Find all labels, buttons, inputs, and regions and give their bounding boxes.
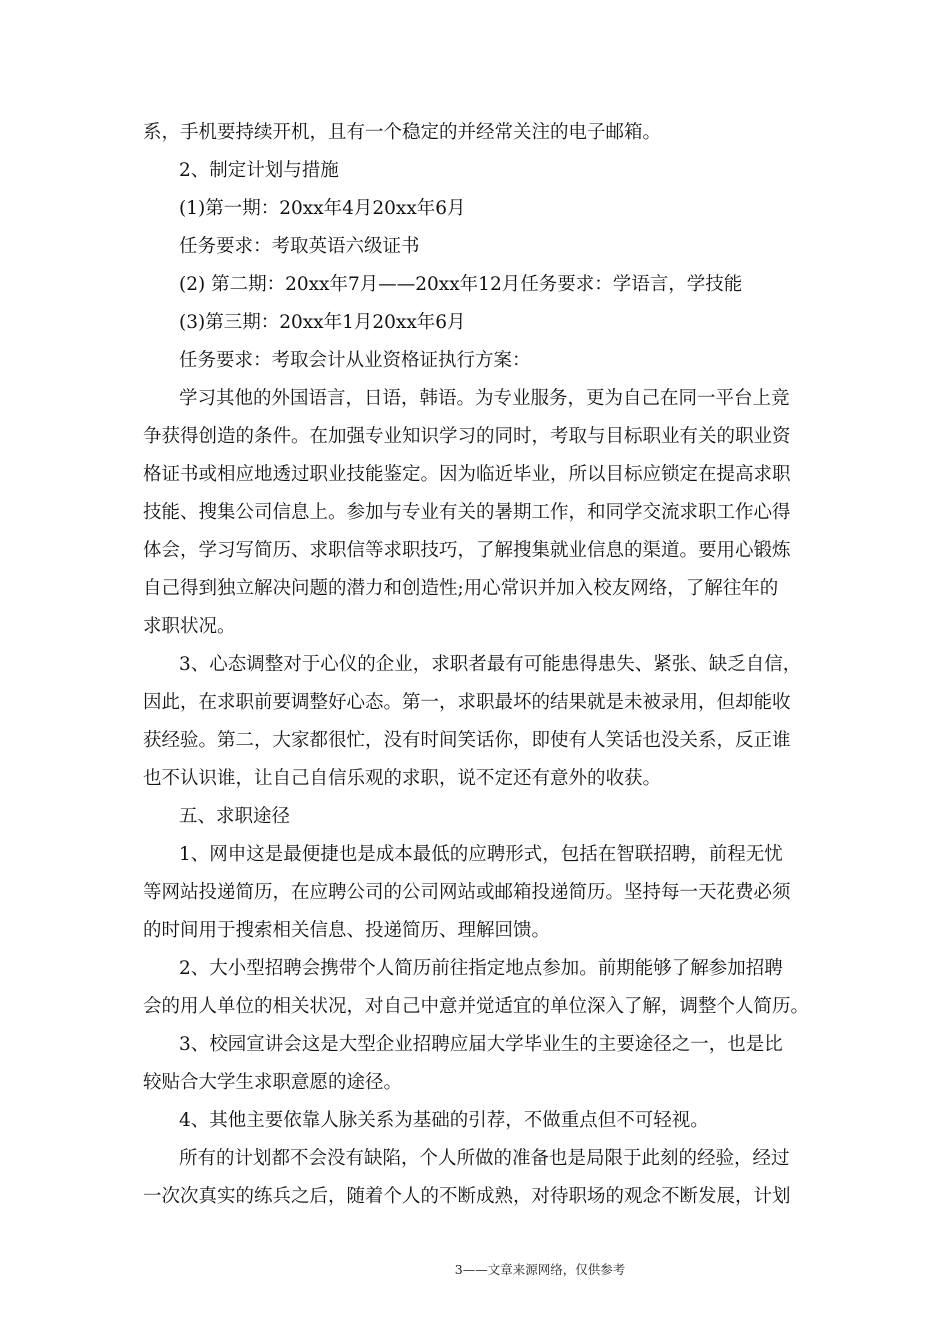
text-line-21: 等网站投递简历，在应聘公司的公司网站或邮箱投递简历。坚持每一天花费必须 bbox=[143, 882, 791, 903]
text-line-26: 较贴合大学生求职意愿的途径。 bbox=[143, 1072, 403, 1093]
text-line-18: 也不认识谁，让自己自信乐观的求职，说不定还有意外的收获。 bbox=[143, 768, 662, 789]
page-footer: 3——文章来源网络，仅供参考 bbox=[454, 1262, 626, 1277]
text-line-8: 学习其他的外国语言，日语，韩语。为专业服务，更为自己在同一平台上竞 bbox=[179, 388, 790, 409]
text-line-23: 2、大小型招聘会携带个人简历前往指定地点参加。前期能够了解参加招聘 bbox=[179, 958, 783, 979]
text-line-10: 格证书或相应地透过职业技能鉴定。因为临近毕业，所以目标应锁定在提高求职 bbox=[143, 464, 791, 485]
text-line-22: 的时间用于搜索相关信息、投递简历、理解回馈。 bbox=[143, 920, 551, 941]
text-line-29: 一次次真实的练兵之后，随着个人的不断成熟，对待职场的观念不断发展，计划 bbox=[143, 1186, 791, 1207]
text-line-12: 体会，学习写简历、求职信等求职技巧，了解搜集就业信息的渠道。要用心锻炼 bbox=[143, 540, 791, 561]
text-line-3: (1)第一期：20xx年4月20xx年6月 bbox=[179, 198, 466, 219]
text-line-7: 任务要求：考取会计从业资格证执行方案： bbox=[179, 350, 531, 371]
body-text bbox=[143, 114, 833, 1216]
text-line-9: 争获得创造的条件。在加强专业知识学习的同时，考取与目标职业有关的职业资 bbox=[143, 426, 791, 447]
text-line-1: 系，手机要持续开机，且有一个稳定的并经常关注的电子邮箱。 bbox=[143, 122, 662, 143]
text-line-28: 所有的计划都不会没有缺陷，个人所做的准备也是局限于此刻的经验，经过 bbox=[179, 1148, 790, 1169]
text-line-13: 自己得到独立解决问题的潜力和创造性;用心常识并加入校友网络，了解往年的 bbox=[143, 578, 779, 599]
text-line-4: 任务要求：考取英语六级证书 bbox=[179, 236, 420, 257]
text-line-25: 3、校园宣讲会这是大型企业招聘应届大学毕业生的主要途径之一，也是比 bbox=[179, 1034, 783, 1055]
text-line-11: 技能、搜集公司信息上。参加与专业有关的暑期工作，和同学交流求职工作心得 bbox=[143, 502, 791, 523]
section-heading: 五、求职途径 bbox=[179, 806, 291, 827]
text-line-16: 因此，在求职前要调整好心态。第一，求职最坏的结果就是未被录用，但却能收 bbox=[143, 692, 791, 713]
text-line-2: 2、制定计划与措施 bbox=[179, 160, 339, 181]
text-line-5: (2) 第二期：20xx年7月——20xx年12月任务要求：学语言，学技能 bbox=[179, 274, 743, 295]
text-line-20: 1、网申这是最便捷也是成本最低的应聘形式，包括在智联招聘，前程无忧 bbox=[179, 844, 783, 865]
text-line-17: 获经验。第二，大家都很忙，没有时间笑话你，即使有人笑话也没关系，反正谁 bbox=[143, 730, 791, 751]
text-line-6: (3)第三期：20xx年1月20xx年6月 bbox=[179, 312, 466, 333]
text-line-24: 会的用人单位的相关状况，对自己中意并觉适宜的单位深入了解，调整个人简历。 bbox=[143, 996, 810, 1017]
text-line-27: 4、其他主要依靠人脉关系为基础的引荐，不做重点但不可轻视。 bbox=[179, 1110, 709, 1131]
text-line-14: 求职状况。 bbox=[143, 616, 236, 637]
text-line-15: 3、心态调整对于心仪的企业，求职者最有可能患得患失、紧张、缺乏自信， bbox=[179, 654, 802, 675]
document-body bbox=[143, 114, 833, 1216]
